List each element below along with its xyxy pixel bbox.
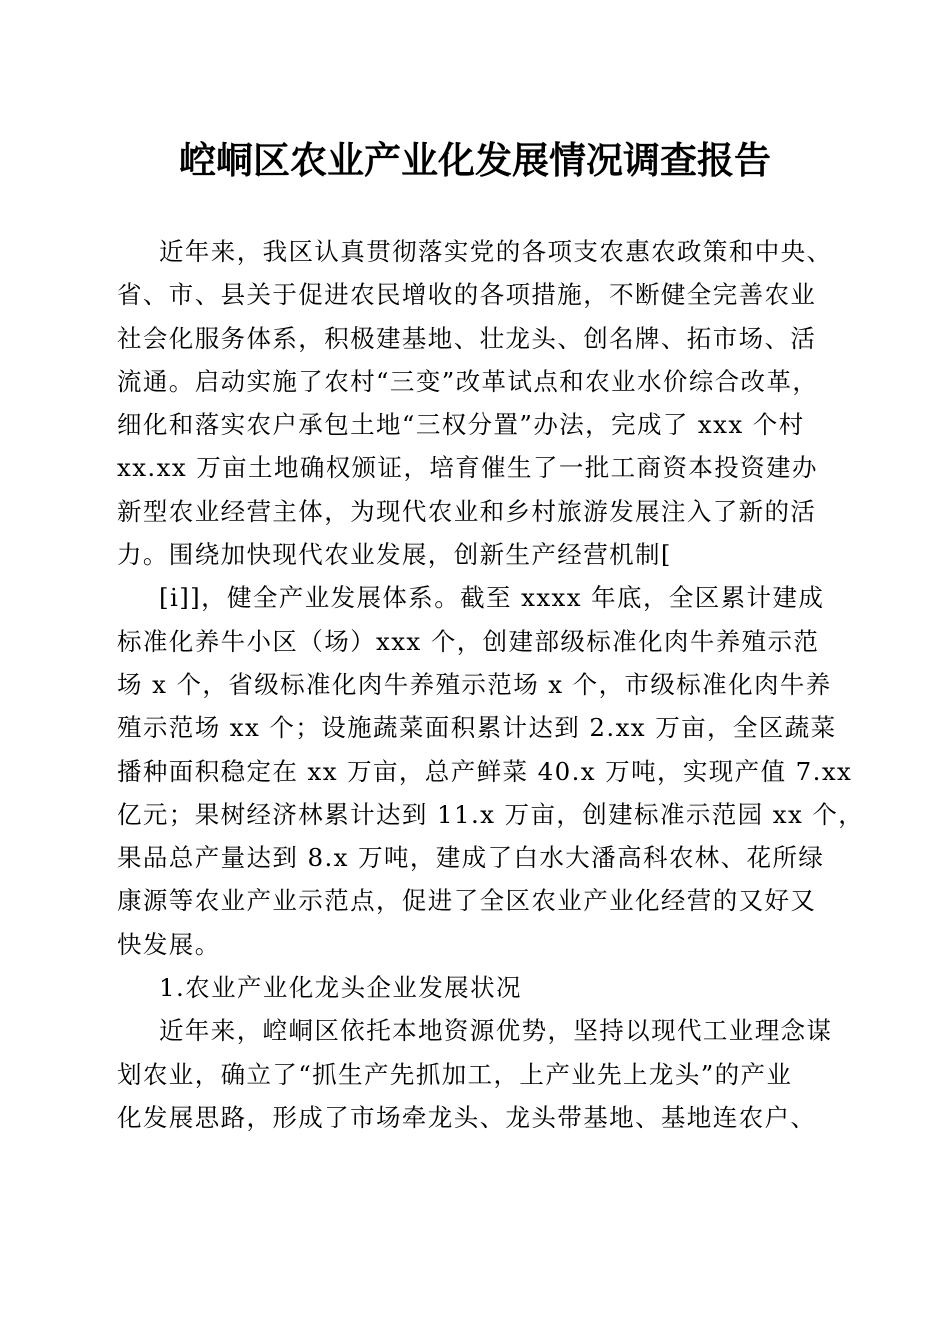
paragraph-line: 近年来，我区认真贯彻落实党的各项支农惠农政策和中央、	[159, 237, 833, 266]
paragraph-line: 流通。启动实施了农村“三变”改革试点和农业水价综合改革，	[117, 366, 819, 396]
section-heading: 1.农业产业化龙头企业发展状况	[159, 973, 522, 1003]
paragraph-line: 康源等农业产业示范点，促进了全区农业产业化经营的又好又	[117, 886, 817, 916]
document-body	[117, 230, 865, 1139]
paragraph-line: 殖示范场 xx 个；设施蔬菜面积累计达到 2.xx 万亩，全区蔬菜	[117, 713, 837, 743]
paragraph-line: 力。围绕加快现代农业发展，创新生产经营机制[	[117, 540, 672, 570]
paragraph-line: 快发展。	[117, 929, 221, 959]
paragraph-line: 标准化养牛小区（场）xxx 个，创建部级标准化肉牛养殖示范	[117, 626, 820, 656]
paragraph-line: 亿元；果树经济林累计达到 11.x 万亩，创建标准示范园 xx 个，	[117, 799, 865, 829]
paragraph-line: 果品总产量达到 8.x 万吨，建成了白水大潘高科农林、花所绿	[117, 843, 825, 873]
paragraph-line: xx.xx 万亩土地确权颁证，培育催生了一批工商资本投资建办	[117, 453, 818, 483]
paragraph-line: 化发展思路，形成了市场牵龙头、龙头带基地、基地连农户、	[117, 1102, 817, 1132]
paragraph-line: 省、市、县关于促进农民增收的各项措施，不断健全完善农业	[117, 280, 817, 310]
paragraph-line: 新型农业经营主体，为现代农业和乡村旅游发展注入了新的活	[117, 496, 817, 526]
paragraph-line: 社会化服务体系，积极建基地、壮龙头、创名牌、拓市场、活	[117, 323, 817, 353]
paragraph-line: 近年来，崆峒区依托本地资源优势，坚持以现代工业理念谋	[159, 1016, 833, 1046]
paragraph-line: 细化和落实农户承包土地“三权分置”办法，完成了 xxx 个村	[117, 410, 805, 440]
document-title: 崆峒区农业产业化发展情况调查报告	[179, 138, 771, 182]
paragraph-line: 划农业，确立了“抓生产先抓加工，上产业先上龙头”的产业	[117, 1059, 793, 1089]
paragraph-line: 播种面积稳定在 xx 万亩，总产鲜菜 40.x 万吨，实现产值 7.xx	[117, 756, 853, 786]
paragraph-line: 场 x 个，省级标准化肉牛养殖示范场 x 个，市级标准化肉牛养	[117, 669, 832, 699]
paragraph-line: [i]]，健全产业发展体系。截至 xxxx 年底，全区累计建成	[159, 583, 825, 613]
